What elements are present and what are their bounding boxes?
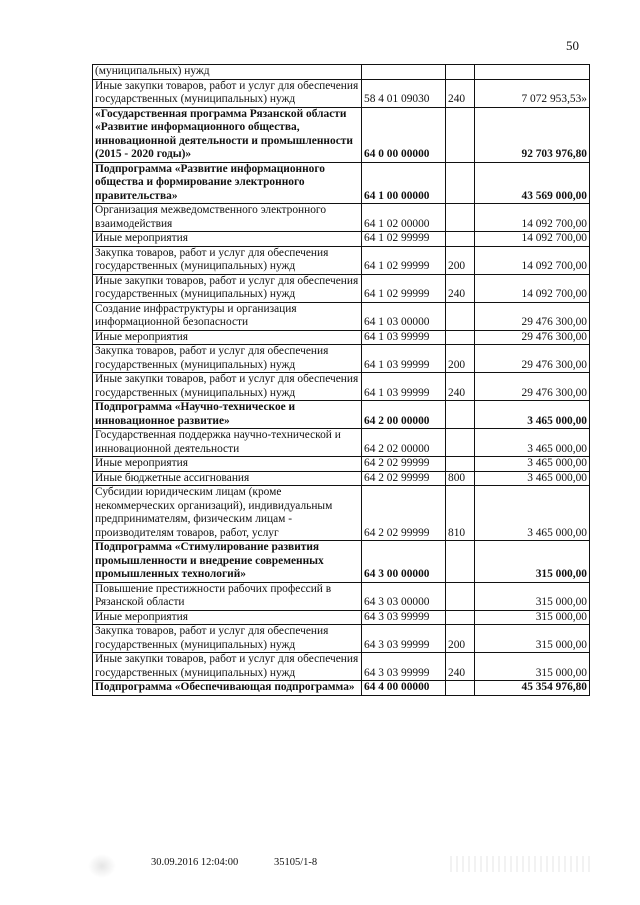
row-type-cell: 810 bbox=[446, 486, 475, 541]
row-name-cell: Иные бюджетные ассигнования bbox=[93, 471, 362, 486]
table-row bbox=[93, 401, 590, 429]
table-row bbox=[93, 429, 590, 457]
row-name-cell: Государственная поддержка научно-технической и инновационной деятельности bbox=[93, 429, 362, 457]
row-type-cell: 240 bbox=[446, 79, 475, 107]
row-type-cell: 240 bbox=[446, 274, 475, 302]
table-row bbox=[93, 274, 590, 302]
row-code-cell: 64 1 02 00000 bbox=[362, 204, 446, 232]
row-code-cell: 64 0 00 00000 bbox=[362, 107, 446, 162]
row-code-cell: 64 1 02 99999 bbox=[362, 274, 446, 302]
row-code-cell: 64 1 00 00000 bbox=[362, 162, 446, 204]
row-sum-cell: 3 465 000,00 bbox=[475, 486, 590, 541]
row-type-cell bbox=[446, 204, 475, 232]
row-code-cell: 64 1 03 00000 bbox=[362, 302, 446, 330]
row-sum-cell: 45 354 976,80 bbox=[475, 681, 590, 696]
row-sum-cell: 43 569 000,00 bbox=[475, 162, 590, 204]
footer-date: 30.09.2016 12:04:00 bbox=[151, 857, 239, 868]
page-number: 50 bbox=[566, 38, 579, 53]
row-type-cell bbox=[446, 681, 475, 696]
table-row bbox=[93, 302, 590, 330]
row-type-cell bbox=[446, 162, 475, 204]
row-sum-cell: 14 092 700,00 bbox=[475, 232, 590, 247]
row-name-cell: Подпрограмма «Стимулирование развития промышленности и внедрение современных промышленных технологий» bbox=[93, 541, 362, 583]
stamp-mark bbox=[88, 854, 116, 878]
row-code-cell: 64 1 02 99999 bbox=[362, 246, 446, 274]
row-type-cell bbox=[446, 107, 475, 162]
row-name-cell: Повышение престижности рабочих профессий в Рязанской области bbox=[93, 582, 362, 610]
table-row bbox=[93, 610, 590, 625]
row-name-cell: Иные мероприятия bbox=[93, 330, 362, 345]
table-row bbox=[93, 107, 590, 162]
row-name-cell: Иные закупки товаров, работ и услуг для обеспечения государственных (муниципальных) нужд bbox=[93, 79, 362, 107]
row-type-cell bbox=[446, 401, 475, 429]
row-type-cell: 800 bbox=[446, 471, 475, 486]
row-name-cell: Подпрограмма «Научно-техническое и инновационное развитие» bbox=[93, 401, 362, 429]
row-type-cell: 200 bbox=[446, 625, 475, 653]
table-row bbox=[93, 582, 590, 610]
row-sum-cell: 3 465 000,00 bbox=[475, 471, 590, 486]
row-name-cell: «Государственная программа Рязанской области «Развитие информационного общества, инновационной деятельности и промышленности (2015 - 2020 годы)» bbox=[93, 107, 362, 162]
row-type-cell bbox=[446, 582, 475, 610]
row-type-cell bbox=[446, 302, 475, 330]
row-code-cell bbox=[362, 65, 446, 80]
row-code-cell: 64 3 03 99999 bbox=[362, 625, 446, 653]
row-name-cell: Закупка товаров, работ и услуг для обеспечения государственных (муниципальных) нужд bbox=[93, 246, 362, 274]
row-type-cell bbox=[446, 610, 475, 625]
row-code-cell: 64 1 03 99999 bbox=[362, 373, 446, 401]
table-row bbox=[93, 471, 590, 486]
row-code-cell: 64 3 03 99999 bbox=[362, 610, 446, 625]
row-code-cell: 64 1 03 99999 bbox=[362, 330, 446, 345]
budget-table bbox=[92, 64, 590, 696]
row-code-cell: 64 2 02 99999 bbox=[362, 471, 446, 486]
row-name-cell: Закупка товаров, работ и услуг для обеспечения государственных (муниципальных) нужд bbox=[93, 625, 362, 653]
row-sum-cell: 315 000,00 bbox=[475, 625, 590, 653]
table-row bbox=[93, 373, 590, 401]
table-row bbox=[93, 204, 590, 232]
row-sum-cell: 315 000,00 bbox=[475, 653, 590, 681]
row-name-cell: Создание инфраструктуры и организация информационной безопасности bbox=[93, 302, 362, 330]
table-row bbox=[93, 65, 590, 80]
row-type-cell bbox=[446, 232, 475, 247]
row-sum-cell: 29 476 300,00 bbox=[475, 302, 590, 330]
row-type-cell: 240 bbox=[446, 373, 475, 401]
row-sum-cell: 14 092 700,00 bbox=[475, 274, 590, 302]
table-row bbox=[93, 345, 590, 373]
row-type-cell: 200 bbox=[446, 246, 475, 274]
row-type-cell: 240 bbox=[446, 653, 475, 681]
row-sum-cell: 315 000,00 bbox=[475, 610, 590, 625]
row-sum-cell bbox=[475, 65, 590, 80]
table-row bbox=[93, 79, 590, 107]
row-code-cell: 64 4 00 00000 bbox=[362, 681, 446, 696]
row-code-cell: 64 3 03 99999 bbox=[362, 653, 446, 681]
faint-print-mark bbox=[450, 856, 590, 872]
row-type-cell bbox=[446, 541, 475, 583]
row-name-cell: Иные мероприятия bbox=[93, 232, 362, 247]
row-name-cell: Иные мероприятия bbox=[93, 457, 362, 472]
table-row bbox=[93, 486, 590, 541]
table-row bbox=[93, 246, 590, 274]
row-sum-cell: 7 072 953,53» bbox=[475, 79, 590, 107]
row-sum-cell: 92 703 976,80 bbox=[475, 107, 590, 162]
row-type-cell: 200 bbox=[446, 345, 475, 373]
row-type-cell bbox=[446, 429, 475, 457]
row-name-cell: Иные мероприятия bbox=[93, 610, 362, 625]
row-sum-cell: 315 000,00 bbox=[475, 582, 590, 610]
row-name-cell: Подпрограмма «Развитие информационного общества и формирование электронного правительства» bbox=[93, 162, 362, 204]
table-row bbox=[93, 681, 590, 696]
table-row bbox=[93, 232, 590, 247]
row-name-cell: Иные закупки товаров, работ и услуг для обеспечения государственных (муниципальных) нужд bbox=[93, 373, 362, 401]
row-code-cell: 58 4 01 09030 bbox=[362, 79, 446, 107]
budget-table-body bbox=[93, 65, 590, 696]
row-sum-cell: 14 092 700,00 bbox=[475, 246, 590, 274]
row-code-cell: 64 3 03 00000 bbox=[362, 582, 446, 610]
row-code-cell: 64 2 02 99999 bbox=[362, 457, 446, 472]
row-code-cell: 64 3 00 00000 bbox=[362, 541, 446, 583]
row-sum-cell: 3 465 000,00 bbox=[475, 401, 590, 429]
row-code-cell: 64 2 02 99999 bbox=[362, 486, 446, 541]
table-row bbox=[93, 162, 590, 204]
row-sum-cell: 29 476 300,00 bbox=[475, 330, 590, 345]
footer-doc-code: 35105/1-8 bbox=[274, 857, 318, 868]
row-name-cell: Иные закупки товаров, работ и услуг для обеспечения государственных (муниципальных) нужд bbox=[93, 653, 362, 681]
row-sum-cell: 315 000,00 bbox=[475, 541, 590, 583]
row-name-cell: (муниципальных) нужд bbox=[93, 65, 362, 80]
table-row bbox=[93, 625, 590, 653]
row-name-cell: Организация межведомственного электронного взаимодействия bbox=[93, 204, 362, 232]
row-code-cell: 64 1 03 99999 bbox=[362, 345, 446, 373]
row-sum-cell: 3 465 000,00 bbox=[475, 429, 590, 457]
row-sum-cell: 29 476 300,00 bbox=[475, 345, 590, 373]
table-row bbox=[93, 541, 590, 583]
row-code-cell: 64 2 00 00000 bbox=[362, 401, 446, 429]
row-type-cell bbox=[446, 330, 475, 345]
row-name-cell: Субсидии юридическим лицам (кроме некоммерческих организаций), индивидуальным предпринимателям, физическим лицам - производителям товаров, работ, услуг bbox=[93, 486, 362, 541]
row-sum-cell: 3 465 000,00 bbox=[475, 457, 590, 472]
table-row bbox=[93, 457, 590, 472]
row-sum-cell: 29 476 300,00 bbox=[475, 373, 590, 401]
row-sum-cell: 14 092 700,00 bbox=[475, 204, 590, 232]
row-name-cell: Иные закупки товаров, работ и услуг для обеспечения государственных (муниципальных) нужд bbox=[93, 274, 362, 302]
table-row bbox=[93, 330, 590, 345]
row-name-cell: Подпрограмма «Обеспечивающая подпрограмма» bbox=[93, 681, 362, 696]
row-name-cell: Закупка товаров, работ и услуг для обеспечения государственных (муниципальных) нужд bbox=[93, 345, 362, 373]
table-row bbox=[93, 653, 590, 681]
row-code-cell: 64 2 02 00000 bbox=[362, 429, 446, 457]
row-type-cell bbox=[446, 457, 475, 472]
row-code-cell: 64 1 02 99999 bbox=[362, 232, 446, 247]
row-type-cell bbox=[446, 65, 475, 80]
